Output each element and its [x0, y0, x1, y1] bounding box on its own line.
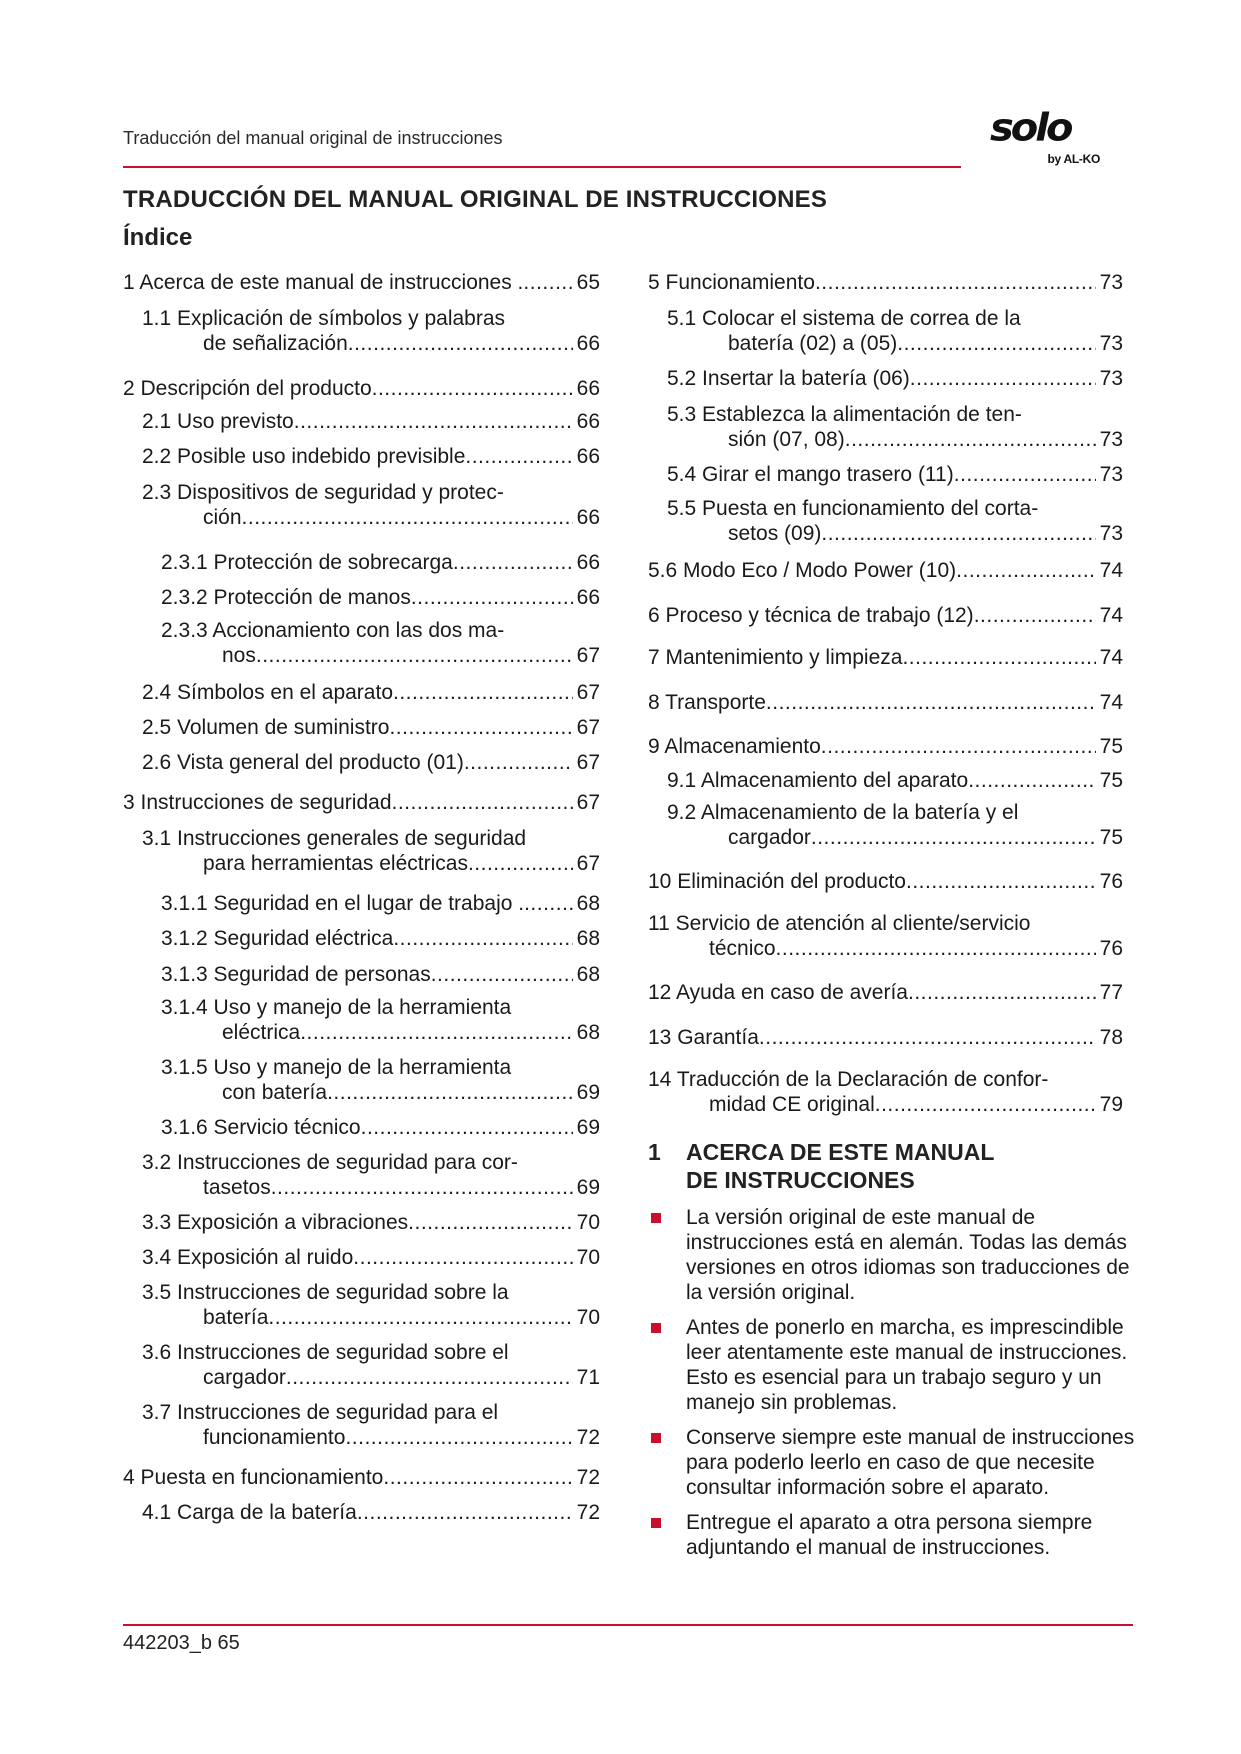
toc-entry-title: 3.3 Exposición a vibraciones [142, 1211, 409, 1234]
toc-entry[interactable] [648, 645, 1123, 670]
leader-dots [383, 1465, 572, 1490]
toc-page-number: 73 [1099, 367, 1123, 390]
toc-entry[interactable] [142, 444, 600, 469]
toc-entry-title: 1 Acerca de este manual de instrucciones . [123, 271, 524, 294]
toc-page-number: 73 [1099, 271, 1123, 294]
bullet-square-icon [651, 1213, 661, 1223]
list-item [648, 1510, 1136, 1560]
toc-entry-title: 5.2 Insertar la batería (06) [667, 367, 910, 390]
toc-entry[interactable] [142, 1500, 600, 1525]
toc-entry-title: 2.3.2 Protección de manos [161, 586, 411, 609]
list-item [648, 1425, 1136, 1500]
toc-entry[interactable] [142, 680, 600, 705]
toc-entry[interactable] [142, 715, 600, 740]
toc-page-number: 66 [576, 586, 600, 609]
toc-entry-title: 5.1 Colocar el sistema de correa de la [667, 307, 1021, 330]
leader-dots [465, 444, 572, 469]
leader-dots [811, 825, 1096, 850]
bullet-square-icon [651, 1518, 661, 1528]
leader-dots [908, 980, 1096, 1005]
toc-entry-title: 1.1 Explicación de símbolos y palabras [142, 307, 506, 330]
leader-dots [300, 1020, 572, 1045]
toc-page-number: 68 [576, 1021, 600, 1044]
toc-page-number: 67 [576, 681, 600, 704]
leader-dots [821, 734, 1096, 759]
toc-entry[interactable] [648, 980, 1123, 1005]
leader-dots [256, 643, 573, 668]
bullet-square-icon [651, 1433, 661, 1443]
page-title: TRADUCCIÓN DEL MANUAL ORIGINAL DE INSTRUCCIONES [123, 186, 828, 213]
toc-entry-title: 5.5 Puesta en funcionamiento del corta- [667, 497, 1039, 520]
toc-entry[interactable] [142, 480, 600, 530]
toc-entry-title: 13 Garantía [648, 1026, 759, 1049]
toc-page-number: 65 [576, 271, 600, 294]
leader-dots [408, 1210, 572, 1235]
toc-entry-title: 2.3 Dispositivos de seguridad y protec- [142, 481, 504, 504]
toc-page-number: 70 [576, 1246, 600, 1269]
toc-entry-title-cont: ción [203, 506, 242, 529]
toc-page-number: 72 [576, 1466, 600, 1489]
toc-page-number: 77 [1099, 981, 1123, 1004]
toc-entry[interactable] [667, 462, 1123, 487]
toc-entry-title: 6 Proceso y técnica de trabajo (12) [648, 604, 974, 627]
section-number: 1 [648, 1139, 661, 1165]
toc-page-number: 71 [576, 1366, 600, 1389]
toc-page-number: 68 [576, 927, 600, 950]
toc-entry-title: 11 Servicio de atención al cliente/servicio [648, 912, 1031, 935]
leader-dots [776, 936, 1096, 961]
leader-dots [393, 926, 572, 951]
toc-entry[interactable] [648, 690, 1123, 715]
toc-entry-title-cont: nos [222, 644, 256, 667]
bullet-text: Entregue el aparato a otra persona siempre adjuntando el manual de instrucciones. [686, 1511, 1093, 1559]
leader-dots [845, 427, 1096, 452]
toc-entry[interactable] [123, 270, 600, 295]
header-divider [123, 166, 961, 168]
toc-entry[interactable] [648, 869, 1123, 894]
toc-page-number: 74 [1099, 646, 1123, 669]
leader-dots [524, 891, 573, 916]
toc-entry[interactable] [142, 1210, 600, 1235]
leader-dots [897, 331, 1095, 356]
toc-entry-title: 14 Traducción de la Declaración de confor- [648, 1068, 1049, 1091]
toc-entry-title-cont: con batería [222, 1081, 328, 1104]
index-heading: Índice [123, 224, 193, 251]
toc-page-number: 67 [576, 791, 600, 814]
toc-entry-title: 3.4 Exposición al ruido [142, 1246, 354, 1269]
toc-page-number: 76 [1099, 937, 1123, 960]
toc-page-number: 69 [576, 1116, 600, 1139]
toc-entry[interactable] [123, 790, 600, 815]
leader-dots [393, 680, 573, 705]
toc-entry-title: 2.1 Uso previsto [142, 410, 294, 433]
toc-entry[interactable] [161, 995, 600, 1045]
toc-entry-title-cont: sión (07, 08) [728, 428, 845, 451]
leader-dots [242, 505, 573, 530]
document-id: 442203_b [123, 1632, 212, 1654]
leader-dots [815, 270, 1096, 295]
toc-entry-title: 2.6 Vista general del producto (01) [142, 751, 464, 774]
toc-page-number: 75 [1099, 735, 1123, 758]
toc-entry-title-cont: para herramientas eléctricas [203, 852, 468, 875]
toc-page-number: 74 [1099, 604, 1123, 627]
leader-dots [411, 585, 573, 610]
toc-page-number: 69 [576, 1176, 600, 1199]
toc-entry-title: 2.3.1 Protección de sobrecarga [161, 551, 453, 574]
leader-dots [286, 1365, 573, 1390]
toc-entry-title: 3.1.3 Seguridad de personas [161, 963, 431, 986]
toc-entry[interactable] [648, 558, 1123, 583]
toc-entry[interactable] [667, 402, 1123, 452]
toc-entry[interactable] [142, 1400, 600, 1450]
toc-page-number: 68 [576, 963, 600, 986]
toc-entry-title: 2.2 Posible uso indebido previsible [142, 445, 466, 468]
leader-dots [294, 409, 573, 434]
toc-page-number: 67 [576, 644, 600, 667]
leader-dots [389, 715, 572, 740]
leader-dots [956, 558, 1095, 583]
toc-page-number: 73 [1099, 522, 1123, 545]
toc-entry[interactable] [123, 376, 600, 401]
toc-entry[interactable] [161, 891, 600, 916]
page-number: 65 [217, 1632, 240, 1654]
toc-page-number: 73 [1099, 332, 1123, 355]
leader-dots [345, 1425, 572, 1450]
list-item [648, 1315, 1136, 1415]
toc-entry[interactable] [667, 306, 1123, 356]
bullet-text: Conserve siempre este manual de instrucciones para poderlo leerlo en caso de que necesite consultar información sobre el aparato. [686, 1426, 1135, 1499]
leader-dots [968, 768, 1095, 793]
toc-entry-title: 8 Transporte [648, 691, 766, 714]
toc-entry[interactable] [667, 800, 1123, 850]
toc-entry[interactable] [648, 1067, 1123, 1117]
leader-dots [902, 645, 1095, 670]
toc-entry-title: 3.1.5 Uso y manejo de la herramienta [161, 1056, 512, 1079]
toc-page-number: 74 [1099, 559, 1123, 582]
toc-page-number: 70 [576, 1306, 600, 1329]
toc-entry[interactable] [648, 911, 1123, 961]
toc-entry-title-cont: técnico [709, 937, 776, 960]
toc-page-number: 73 [1099, 463, 1123, 486]
toc-entry[interactable] [161, 1115, 600, 1140]
leader-dots [766, 690, 1096, 715]
leader-dots [464, 750, 573, 775]
toc-page-number: 66 [576, 551, 600, 574]
toc-entry[interactable] [142, 826, 600, 876]
footer-divider [123, 1624, 1133, 1626]
solo-logo [990, 108, 1100, 170]
toc-entry[interactable] [667, 768, 1123, 793]
running-header: Traducción del manual original de instrucciones [123, 128, 503, 148]
toc-entry-title-cont: eléctrica [222, 1021, 301, 1044]
toc-entry-title-cont: setos (09) [728, 522, 822, 545]
toc-entry[interactable] [161, 1055, 600, 1105]
toc-entry-title: 5.6 Modo Eco / Modo Power (10) [648, 559, 957, 582]
toc-entry[interactable] [161, 962, 600, 987]
leader-dots [268, 1305, 572, 1330]
leader-dots [468, 851, 573, 876]
toc-entry[interactable] [142, 1150, 600, 1200]
toc-entry-title-cont: batería (02) a (05) [728, 332, 898, 355]
toc-entry[interactable] [161, 618, 600, 668]
toc-page-number: 75 [1099, 769, 1123, 792]
toc-entry[interactable] [142, 306, 600, 356]
leader-dots [348, 331, 573, 356]
toc-entry[interactable] [667, 366, 1123, 391]
toc-entry-title-cont: midad CE original [709, 1093, 875, 1116]
toc-entry[interactable] [142, 1340, 600, 1390]
toc-entry-title: 3.5 Instrucciones de seguridad sobre la [142, 1281, 509, 1304]
toc-entry[interactable] [161, 926, 600, 951]
toc-entry-title-cont: de señalización [203, 332, 348, 355]
section-title: ACERCA DE ESTE MANUAL DE INSTRUCCIONES [686, 1139, 994, 1193]
toc-page-number: 69 [576, 1081, 600, 1104]
toc-entry-title: 5.4 Girar el mango trasero (11) [667, 463, 954, 486]
toc-page-number: 78 [1099, 1026, 1123, 1049]
toc-entry-title: 3.1.6 Servicio técnico [161, 1116, 361, 1139]
toc-page-number: 70 [576, 1211, 600, 1234]
toc-entry[interactable] [161, 550, 600, 575]
toc-entry-title: 3 Instrucciones de seguridad [123, 791, 392, 814]
bullet-text: Antes de ponerlo en marcha, es imprescindible leer atentamente este manual de instrucciones. Esto es esencial para un trabajo seguro y un manejo sin problemas. [686, 1316, 1128, 1414]
leader-dots [453, 550, 573, 575]
toc-page-number: 74 [1099, 691, 1123, 714]
toc-entry-title: 3.1.1 Seguridad en el lugar de trabajo . [161, 892, 525, 915]
toc-entry[interactable] [648, 270, 1123, 295]
leader-dots [821, 521, 1095, 546]
leader-dots [271, 1175, 573, 1200]
toc-entry-title-cont: cargador [728, 826, 811, 849]
toc-entry-title: 2.3.3 Accionamiento con las dos ma- [161, 619, 505, 642]
toc-entry-title: 3.7 Instrucciones de seguridad para el [142, 1401, 499, 1424]
toc-entry-title-cont: funcionamiento [203, 1426, 346, 1449]
toc-page-number: 67 [576, 852, 600, 875]
leader-dots [906, 869, 1096, 894]
toc-entry-title-cont: cargador [203, 1366, 286, 1389]
toc-entry-title: 3.1 Instrucciones generales de seguridad [142, 827, 527, 850]
toc-page-number: 72 [576, 1501, 600, 1524]
bullet-square-icon [651, 1323, 661, 1333]
leader-dots [372, 376, 573, 401]
toc-entry-title: 9.2 Almacenamiento de la batería y el [667, 801, 1019, 824]
toc-entry-title: 3.1.4 Uso y manejo de la herramienta [161, 996, 512, 1019]
toc-entry-title: 7 Mantenimiento y limpieza [648, 646, 903, 669]
toc-entry-title: 12 Ayuda en caso de avería [648, 981, 908, 1004]
toc-page-number: 73 [1099, 428, 1123, 451]
toc-entry[interactable] [142, 1280, 600, 1330]
leader-dots [875, 1092, 1096, 1117]
leader-dots [361, 1115, 573, 1140]
toc-entry[interactable] [648, 1025, 1123, 1050]
leader-dots [431, 962, 573, 987]
list-item [648, 1205, 1136, 1305]
toc-entry[interactable] [161, 585, 600, 610]
toc-entry[interactable] [142, 1245, 600, 1270]
leader-dots [910, 366, 1096, 391]
toc-entry-title: 2 Descripción del producto [123, 377, 372, 400]
toc-entry[interactable] [123, 1465, 600, 1490]
toc-entry-title: 4.1 Carga de la batería [142, 1501, 357, 1524]
toc-entry-title: 2.5 Volumen de suministro [142, 716, 390, 739]
leader-dots [523, 270, 572, 295]
logo-wordmark: solo [990, 106, 1071, 150]
bullet-text: La versión original de este manual de instrucciones está en alemán. Todas las demás versiones en otros idiomas son traducciones de la versión original. [686, 1206, 1130, 1304]
leader-dots [759, 1025, 1096, 1050]
leader-dots [954, 462, 1096, 487]
toc-page-number: 67 [576, 751, 600, 774]
leader-dots [353, 1245, 572, 1270]
section-1-heading [648, 1138, 1068, 1194]
logo-subtext: by AL-KO [1047, 152, 1100, 166]
toc-entry-title: 2.4 Símbolos en el aparato [142, 681, 393, 704]
toc-entry-title: 3.6 Instrucciones de seguridad sobre el [142, 1341, 509, 1364]
toc-page-number: 76 [1099, 870, 1123, 893]
leader-dots [392, 790, 573, 815]
toc-entry[interactable] [142, 750, 600, 775]
toc-page-number: 67 [576, 716, 600, 739]
toc-page-number: 68 [576, 892, 600, 915]
toc-entry-title: 5 Funcionamiento [648, 271, 815, 294]
toc-entry[interactable] [648, 734, 1123, 759]
toc-entry-title: 9.1 Almacenamiento del aparato [667, 769, 969, 792]
toc-page-number: 66 [576, 506, 600, 529]
toc-entry-title-cont: batería [203, 1306, 269, 1329]
toc-entry-title: 3.1.2 Seguridad eléctrica [161, 927, 394, 950]
toc-entry-title: 9 Almacenamiento [648, 735, 821, 758]
toc-page-number: 72 [576, 1426, 600, 1449]
toc-entry[interactable] [142, 409, 600, 434]
leader-dots [357, 1500, 573, 1525]
toc-entry[interactable] [667, 496, 1123, 546]
leader-dots [974, 603, 1096, 628]
toc-entry[interactable] [648, 603, 1123, 628]
page-footer [123, 1632, 240, 1655]
leader-dots [327, 1080, 573, 1105]
toc-page-number: 66 [576, 410, 600, 433]
toc-page-number: 79 [1099, 1093, 1123, 1116]
toc-page-number: 66 [576, 377, 600, 400]
toc-entry-title: 5.3 Establezca la alimentación de ten- [667, 403, 1022, 426]
toc-entry-title: 10 Eliminación del producto [648, 870, 906, 893]
toc-page-number: 66 [576, 445, 600, 468]
toc-entry-title: 4 Puesta en funcionamiento [123, 1466, 384, 1489]
toc-entry-title: 3.2 Instrucciones de seguridad para cor- [142, 1151, 518, 1174]
toc-page-number: 66 [576, 332, 600, 355]
toc-entry-title-cont: tasetos [203, 1176, 271, 1199]
toc-page-number: 75 [1099, 826, 1123, 849]
